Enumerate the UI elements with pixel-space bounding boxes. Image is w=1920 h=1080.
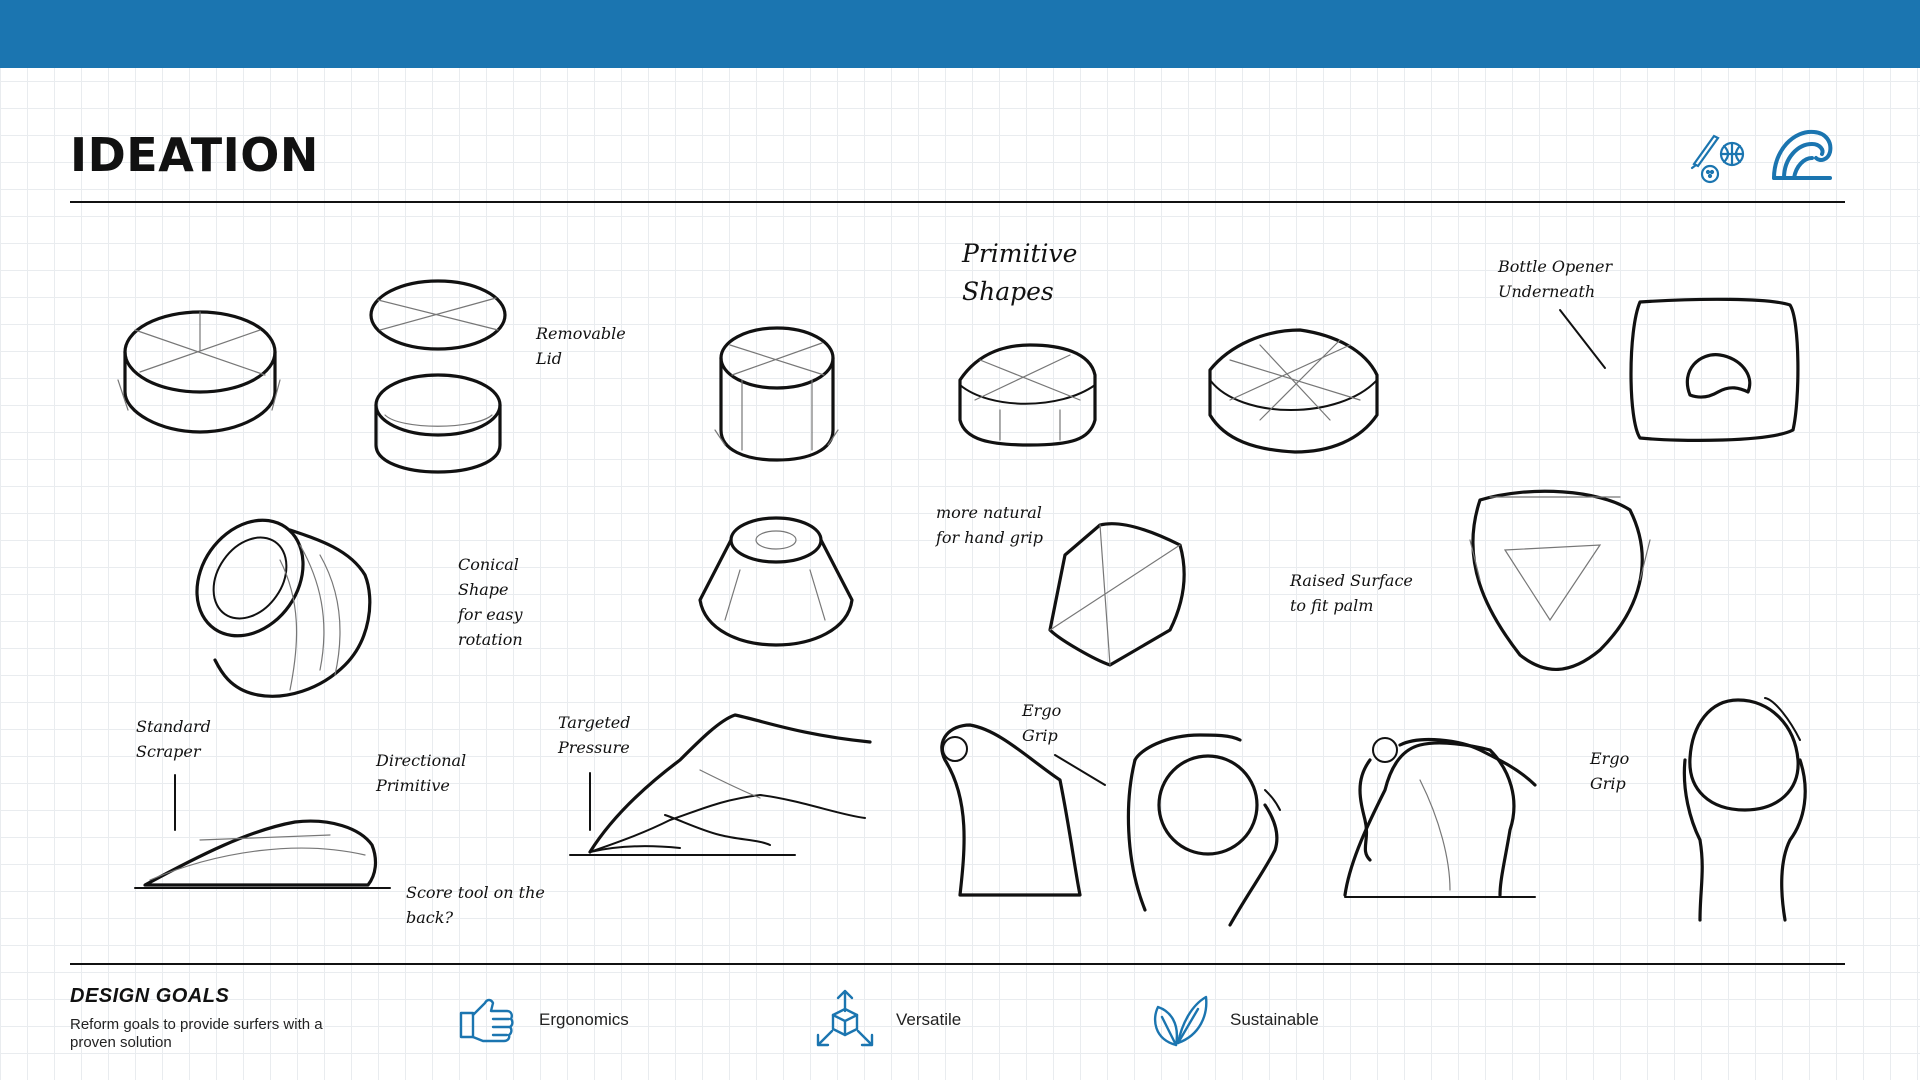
- rounded-cube-sketch: [1210, 330, 1377, 452]
- annotation-primitive-shapes: Primitive Shapes: [962, 239, 1078, 306]
- rounded-square-sketch: [960, 345, 1095, 445]
- annotation-conical-shape: Conical Shape for easy rotation: [458, 555, 523, 649]
- arrows-cube-icon: [814, 989, 876, 1051]
- scraper-sketch: [135, 775, 390, 888]
- design-goals-description: Reform goals to provide surfers with a proven solution: [70, 1016, 323, 1051]
- annotation-standard-scraper: Standard Scraper: [136, 717, 211, 761]
- bottle-opener-sketch: [1560, 299, 1798, 440]
- rounded-triangle-sketch: [1470, 491, 1650, 669]
- goal-label: Versatile: [896, 1010, 962, 1029]
- goal-ergonomics: [457, 990, 629, 1050]
- page-title: IDEATION: [70, 128, 319, 182]
- hand-holding-egg-sketch: [1684, 698, 1805, 920]
- goal-label: Sustainable: [1230, 1010, 1319, 1029]
- annotation-bottle-opener: Bottle Opener Underneath: [1498, 257, 1613, 301]
- puck-sketch: [118, 312, 280, 432]
- annotation-removable-lid: Removable Lid: [536, 324, 626, 368]
- annotation-ergo-grip: Ergo Grip: [1590, 749, 1630, 793]
- goal-versatile: [814, 990, 961, 1050]
- annotation-directional-primitive: Directional Primitive: [376, 751, 467, 795]
- thumbs-up-hand-icon: [457, 989, 519, 1051]
- conical-rotated-sketch: [175, 500, 370, 697]
- design-goals-title: DESIGN GOALS: [70, 985, 230, 1007]
- ergo-grip-shape-sketch: [942, 725, 1105, 895]
- goal-sustainable: [1148, 990, 1319, 1050]
- leaves-icon: [1148, 989, 1210, 1051]
- truncated-cone-sketch: [700, 518, 852, 645]
- hand-holding-ball-sketch: [1128, 735, 1280, 925]
- annotation-ergo-grip: Ergo Grip: [1022, 701, 1062, 745]
- annotation-more-natural: more natural for hand grip: [936, 503, 1044, 547]
- goal-label: Ergonomics: [539, 1010, 629, 1029]
- annotation-raised-surface: Raised Surface to fit palm: [1290, 571, 1413, 615]
- annotation-targeted-pressure: Targeted Pressure: [558, 713, 631, 757]
- lidded-puck-sketch: [371, 281, 505, 472]
- hex-grip-sketch: [1050, 524, 1184, 665]
- hand-gripping-tool-sketch: [1345, 738, 1535, 897]
- cylinder-sketch: [715, 328, 838, 460]
- annotation-score-tool: Score tool on the back?: [406, 883, 545, 927]
